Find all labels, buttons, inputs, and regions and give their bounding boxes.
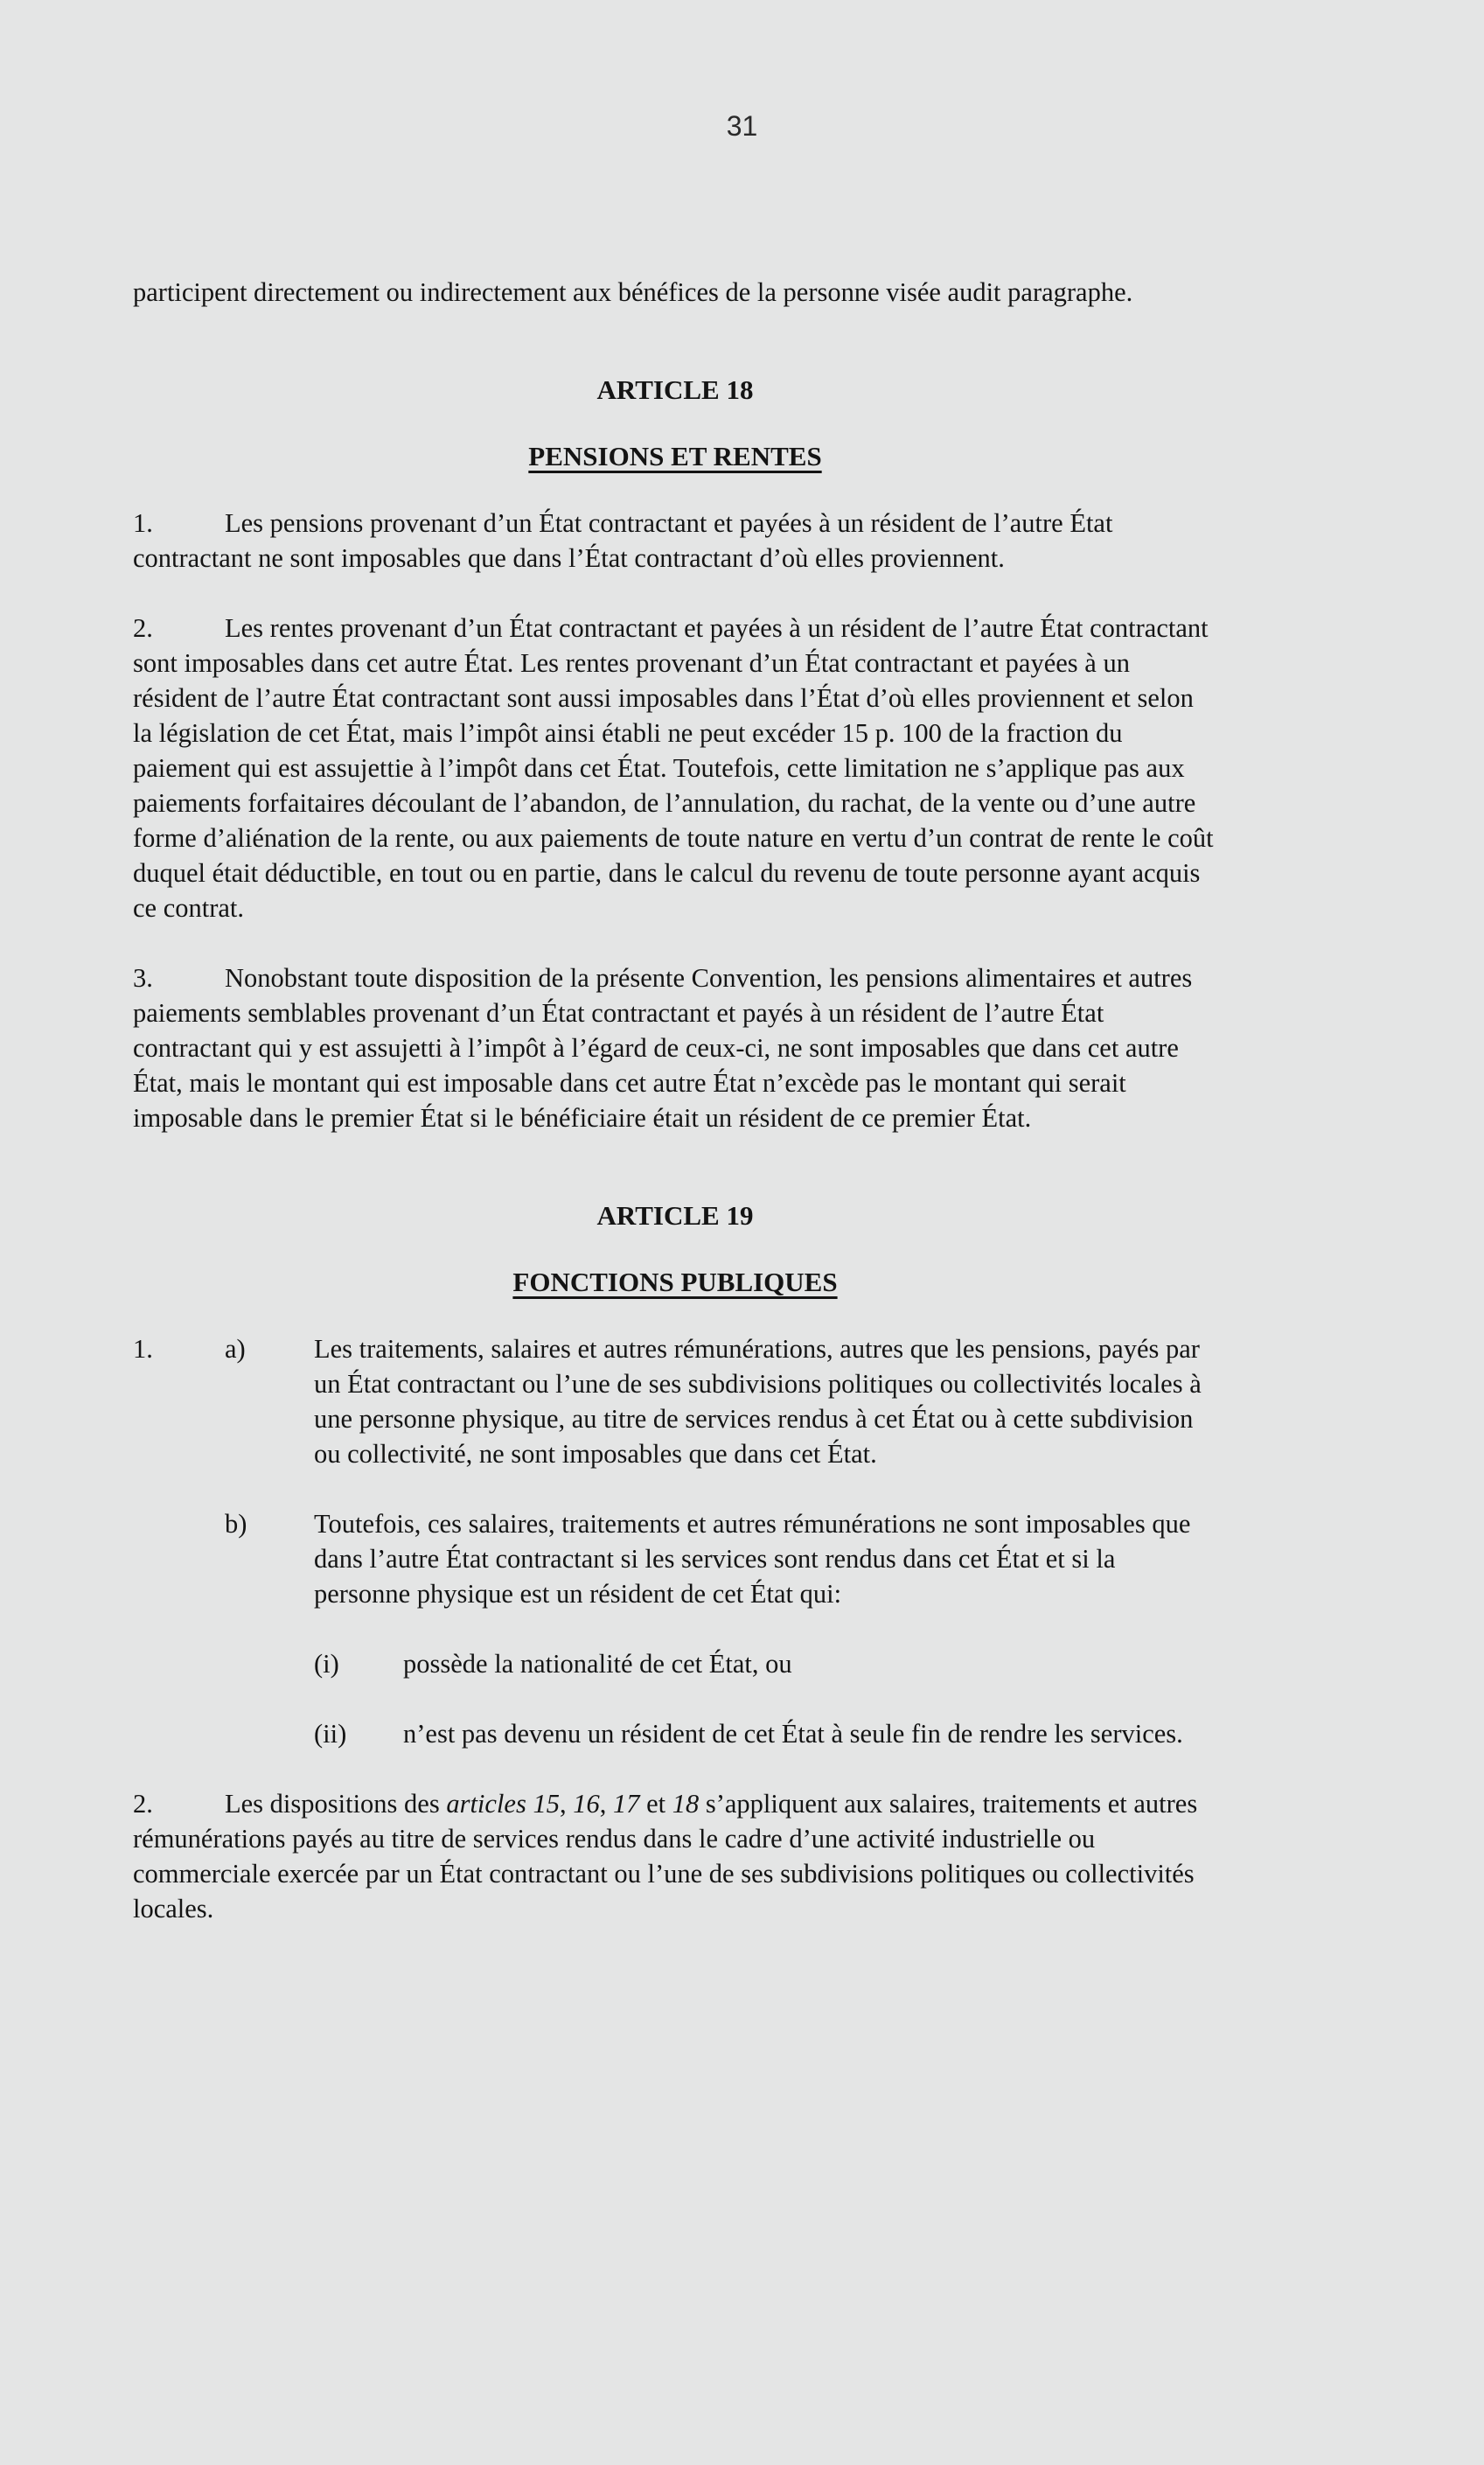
subparagraph-text: Toutefois, ces salaires, traitements et autres rémunérations ne sont imposables que dans l’autre État contractant si les services sont rendus dans cet État et si la personne physique est un résident de cet État qui: <box>314 1509 1191 1609</box>
article-18-heading: ARTICLE 18 <box>596 374 754 405</box>
clause-ii <box>314 1716 1217 1751</box>
subparagraph-label: b) <box>225 1509 247 1539</box>
article-18-paragraph-2 <box>133 611 1217 925</box>
article-reference: 18 <box>672 1789 700 1819</box>
article-19-title: FONCTIONS PUBLIQUES <box>512 1267 838 1297</box>
paragraph-text: Nonobstant toute disposition de la présente Convention, les pensions alimentaires et autres paiements semblables provenant d’un État contractant et payés à un résident de l’autre État contractant qui y est assujetti à l’impôt à l’égard de ceux-ci, ne sont imposables que dans cet autre État, mais le montant qui est imposable dans cet autre État n’excède pas le montant qui serait imposable dans le premier État si le bénéficiaire était un résident de ce premier État. <box>133 963 1193 1133</box>
clause-i <box>314 1646 1217 1681</box>
article-18-paragraph-1 <box>133 506 1217 576</box>
paragraph-number: 2. <box>133 1789 153 1819</box>
paragraph-number: 1. <box>133 508 153 538</box>
article-19-paragraph-2: 2. Les dispositions des articles 15, 16, 17 et 18 s’appliquent aux salaires, traitements et autres rémunérations payés au titre de services rendus dans le cadre d’une activité industrielle ou commerciale exercée par un État contractant ou l’une de ses subdivisions politiques ou collectivités locales. <box>133 1786 1217 1926</box>
article-reference: articles 15 <box>446 1789 560 1819</box>
article-19-heading: ARTICLE 19 <box>596 1200 754 1231</box>
paragraph-number: 2. <box>133 613 153 643</box>
article-18-paragraph-3 <box>133 960 1217 1135</box>
subparagraph-text: Les traitements, salaires et autres rémunérations, autres que les pensions, payés par un État contractant ou l’une de ses subdivisions politiques ou collectivités locales à une personne physique, au titre de services rendus à cet État ou à cette subdivision ou collectivité, ne sont imposables que dans cet État. <box>314 1334 1202 1469</box>
page-number: 31 <box>726 110 758 142</box>
paragraph-text: Les pensions provenant d’un État contractant et payées à un résident de l’autre État contractant ne sont imposables que dans l’État contractant d’où elles proviennent. <box>133 508 1113 573</box>
clause-text: possède la nationalité de cet État, ou <box>403 1649 792 1679</box>
subparagraph-label: a) <box>225 1334 246 1364</box>
continuation-paragraph: participent directement ou indirectement aux bénéfices de la personne visée audit paragraphe. <box>133 277 1133 307</box>
article-reference: 16 <box>573 1789 600 1819</box>
clause-label: (i) <box>314 1649 339 1679</box>
paragraph-text: Les rentes provenant d’un État contractant et payées à un résident de l’autre État contractant sont imposables dans cet autre État. Les rentes provenant d’un État contractant et payées à un résident de l’autre État contractant sont aussi imposables dans l’État d’où elles proviennent et selon la législation de cet État, mais l’impôt ainsi établi ne peut excéder 15 p. 100 de la fraction du paiement qui est assujettie à l’impôt dans cet État. Toutefois, cette limitation ne s’applique pas aux paiements forfaitaires découlant de l’abandon, de l’annulation, du rachat, de la vente ou d’une autre forme d’aliénation de la rente, ou aux paiements de toute nature en vertu d’un contrat de rente le coût duquel était déductible, en tout ou en partie, dans le calcul du revenu de toute personne ayant acquis ce contrat. <box>133 613 1214 923</box>
clause-text: n’est pas devenu un résident de cet État à seule fin de rendre les services. <box>403 1719 1183 1749</box>
clause-label: (ii) <box>314 1719 347 1749</box>
article-18 <box>133 373 1217 1135</box>
paragraph-number: 3. <box>133 963 153 993</box>
article-19 <box>133 1198 1217 1926</box>
paragraph-number: 1. <box>133 1334 153 1364</box>
document-body <box>133 275 1217 1961</box>
article-19-paragraph-1b <box>133 1506 1217 1611</box>
article-reference: 17 <box>612 1789 640 1819</box>
article-19-paragraph-1a <box>133 1331 1217 1471</box>
article-18-title: PENSIONS ET RENTES <box>528 441 822 471</box>
